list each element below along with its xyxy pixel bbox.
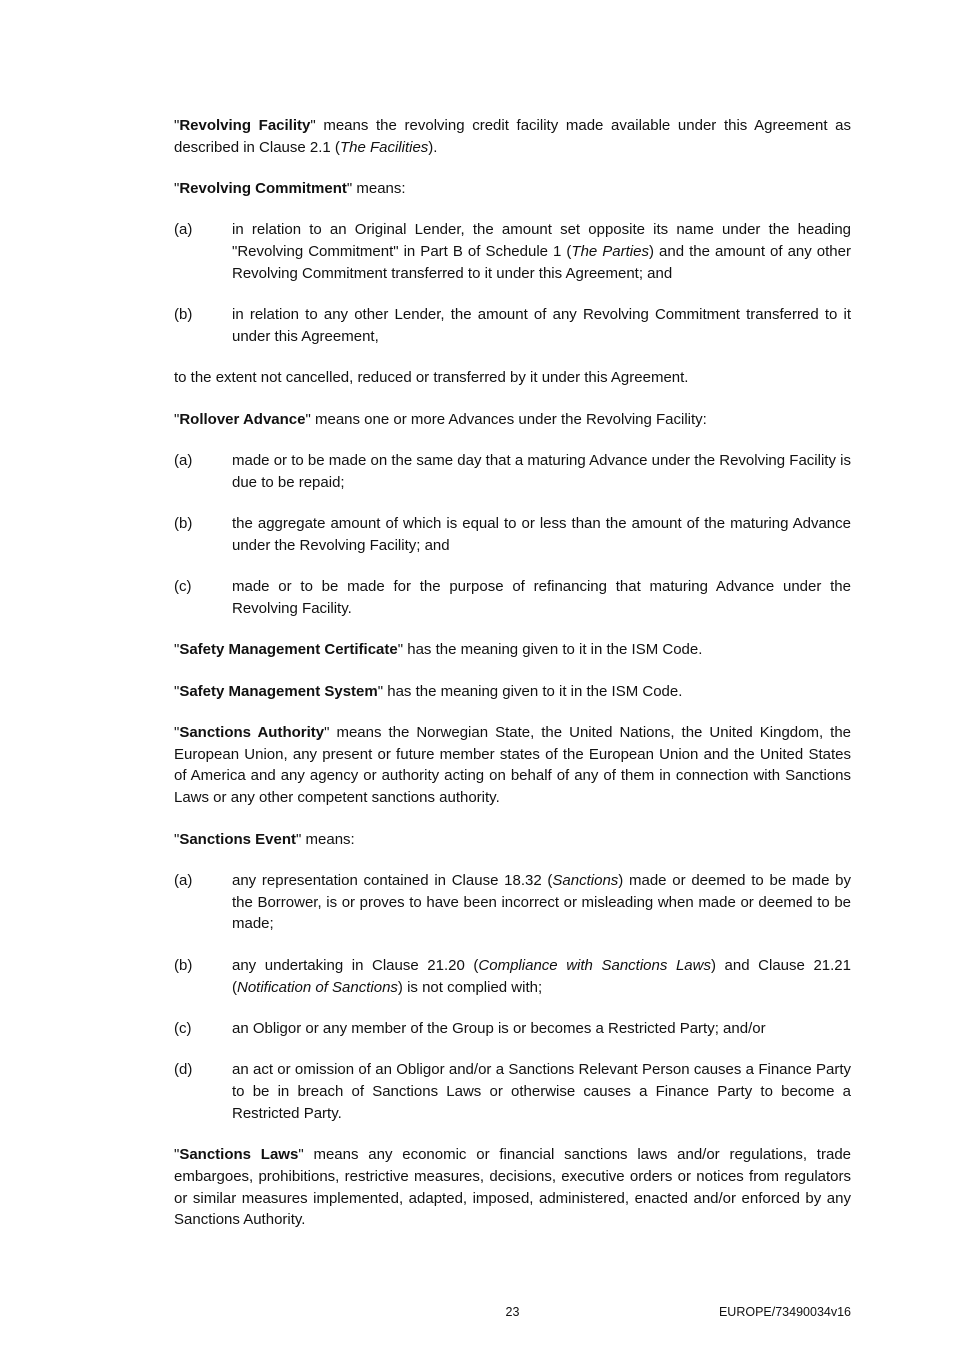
quote: ": [174, 117, 180, 134]
defined-term: Sanctions Laws: [179, 1146, 299, 1163]
item-text: in relation to any other Lender, the amount of any Revolving Commitment transferred to it under this Agreement,: [232, 306, 851, 346]
clause-title: The Facilities: [339, 138, 429, 156]
quote: ": [174, 723, 180, 741]
item-label: (d): [174, 1061, 193, 1079]
clause-title: Compliance with Sanctions Laws: [478, 956, 711, 974]
item-text: [232, 870, 851, 935]
item-label: (a): [174, 451, 193, 469]
item-text: an Obligor or any member of the Group is or becomes a Restricted Party; and/or: [232, 1019, 766, 1037]
item-text-part: in relation to an Original Lender, the amount set opposite its name under the heading "Revolving Commitment" in Part B of Schedule 1 (: [232, 221, 851, 261]
defined-term: Rollover Advance: [179, 410, 306, 428]
item-text: made or to be made for the purpose of refinancing that maturing Advance under the Revolving Facility.: [232, 578, 851, 617]
clause-title: The Parties: [571, 243, 649, 261]
item-text-part: ) made or deemed to be made by the Borrower, is or proves to have been incorrect or misleading when made or deemed to be made;: [232, 871, 851, 933]
definition-revolving-commitment: [174, 178, 851, 200]
item-label: (b): [174, 306, 193, 324]
item-text: an act or omission of an Obligor and/or a Sanctions Relevant Person causes a Finance Party to be in breach of Sanctions Laws or otherwise causes a Finance Party to become a Restricted Party.: [232, 1061, 851, 1122]
document-body: [174, 115, 851, 1251]
document-reference: EUROPE/73490034v16: [718, 1305, 851, 1319]
definition-text: " means the Norwegian State, the United Nations, the United Kingdom, the European Union, any present or future member states of the European Union and the United States of America and any agency or authority acting on behalf of any of them in connection with Sanctions Laws or any other competent sanctions authority.: [174, 723, 851, 807]
definition-rollover-advance: [174, 409, 851, 431]
definition-text: " means the revolving credit facility made available under this Agreement as described in Clause 2.1 (: [174, 117, 851, 156]
definition-text: " has the meaning given to it in the ISM Code.: [397, 641, 703, 659]
item-label: (c): [174, 1019, 192, 1037]
item-label: (c): [174, 578, 192, 596]
definition-text: " means any economic or financial sanctions laws and/or regulations, trade embargoes, prohibitions, restrictive measures, decisions, executive orders or notices from regulators or similar measures implemented, adapted, imposed, administered, enacted and/or enforced by any Sanctions Authority.: [174, 1146, 851, 1229]
quote: ": [174, 682, 180, 700]
item-text: the aggregate amount of which is equal to or less than the amount of the maturing Advance under the Revolving Facility; and: [232, 515, 851, 554]
list-item: [174, 955, 851, 999]
definition-safety-management-certificate: [174, 639, 851, 661]
defined-term: Revolving Commitment: [179, 180, 347, 198]
item-text-part: ) is not complied with;: [397, 978, 543, 996]
quote: ": [174, 830, 180, 848]
clause-title: Notification of Sanctions: [237, 978, 398, 996]
definition-sanctions-event: [174, 829, 851, 851]
definition-text: ).: [428, 138, 438, 156]
quote: ": [174, 180, 180, 198]
definition-text: " means one or more Advances under the Revolving Facility:: [305, 410, 707, 428]
definition-sanctions-authority: [174, 722, 851, 809]
list-item: [174, 450, 851, 494]
defined-term: Sanctions Authority: [179, 723, 325, 741]
item-text-part: ) and Clause 21.21 (: [232, 956, 851, 996]
list-item: [174, 1018, 851, 1040]
item-text: made or to be made on the same day that a maturing Advance under the Revolving Facility is due to be repaid;: [232, 451, 851, 491]
quote: ": [174, 410, 180, 428]
definition-revolving-facility: [174, 115, 851, 159]
quote: ": [174, 641, 180, 659]
defined-term: Safety Management System: [179, 682, 378, 700]
clause-title: Sanctions: [552, 871, 619, 889]
definition-text: " means:: [346, 180, 406, 198]
item-label: (a): [174, 871, 193, 889]
item-label: (b): [174, 515, 193, 533]
defined-term: Safety Management Certificate: [179, 641, 398, 659]
defined-term: Revolving Facility: [179, 117, 311, 134]
quote: ": [174, 1146, 180, 1163]
list-item: [174, 870, 851, 935]
definition-sanctions-laws: [174, 1144, 851, 1231]
page-number: 23: [505, 1305, 520, 1319]
definition-text: " has the meaning given to it in the ISM Code.: [377, 682, 683, 700]
defined-term: Sanctions Event: [179, 830, 297, 848]
item-text-part: any undertaking in Clause 21.20 (: [232, 956, 479, 974]
list-item: [174, 513, 851, 557]
item-text: [232, 955, 851, 999]
page-footer: [174, 1302, 851, 1322]
definition-safety-management-system: [174, 681, 851, 703]
list-item: [174, 576, 851, 620]
item-text-part: any representation contained in Clause 18.32 (: [232, 871, 553, 889]
item-text-part: ) and the amount of any other Revolving Commitment transferred to it under this Agreement; and: [232, 243, 851, 282]
list-item: [174, 1059, 851, 1124]
item-text: [232, 219, 851, 284]
list-item: [174, 304, 851, 348]
definition-tail: to the extent not cancelled, reduced or transferred by it under this Agreement.: [174, 369, 689, 387]
item-label: (b): [174, 956, 193, 974]
item-label: (a): [174, 221, 193, 239]
definition-text: " means:: [296, 830, 355, 848]
list-item: [174, 219, 851, 284]
